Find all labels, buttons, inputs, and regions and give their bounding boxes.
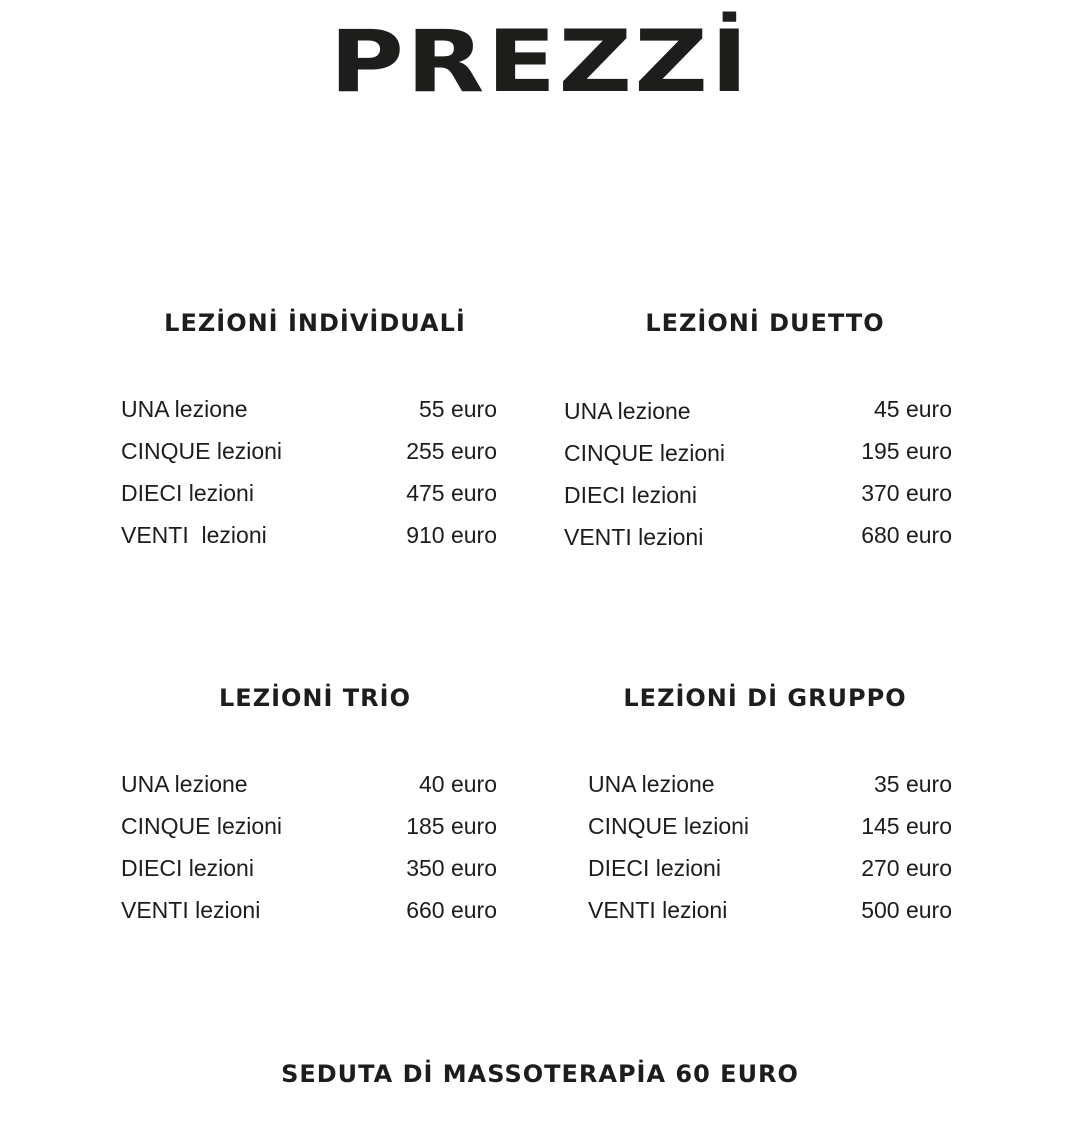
price-row bbox=[564, 432, 952, 474]
row-label: UNA lezione bbox=[564, 398, 691, 424]
row-price: 195 euro bbox=[861, 438, 952, 464]
section-heading-duetto: LEZİONİ DUETTO bbox=[645, 309, 885, 337]
row-price: 660 euro bbox=[406, 897, 497, 923]
row-label: UNA lezione bbox=[588, 771, 715, 797]
price-row bbox=[588, 805, 952, 847]
row-label: DIECI lezioni bbox=[121, 480, 254, 506]
price-row bbox=[121, 514, 497, 556]
row-price: 350 euro bbox=[406, 855, 497, 881]
price-row bbox=[121, 805, 497, 847]
section-heading-trio: LEZİONİ TRİO bbox=[219, 684, 411, 712]
row-label: CINQUE lezioni bbox=[564, 440, 726, 466]
price-list-duetto bbox=[564, 390, 952, 558]
row-label: CINQUE lezioni bbox=[121, 438, 283, 464]
price-row bbox=[121, 847, 497, 889]
price-row bbox=[588, 763, 952, 805]
price-row bbox=[121, 472, 497, 514]
row-price: 370 euro bbox=[861, 480, 952, 506]
price-row bbox=[564, 516, 952, 558]
row-price: 910 euro bbox=[406, 522, 497, 548]
row-label: DIECI lezioni bbox=[564, 482, 697, 508]
price-row bbox=[588, 847, 952, 889]
row-price: 185 euro bbox=[406, 813, 497, 839]
price-row bbox=[121, 388, 497, 430]
row-label: VENTI lezioni bbox=[564, 524, 704, 550]
row-price: 45 euro bbox=[873, 396, 952, 422]
price-row bbox=[121, 763, 497, 805]
row-price: 270 euro bbox=[861, 855, 952, 881]
row-label: UNA lezione bbox=[121, 771, 248, 797]
page-title: PREZZİ bbox=[329, 12, 751, 112]
row-price: 55 euro bbox=[418, 396, 497, 422]
row-label: CINQUE lezioni bbox=[588, 813, 750, 839]
price-row bbox=[588, 889, 952, 931]
row-label: VENTI lezioni bbox=[588, 897, 728, 923]
row-price: 40 euro bbox=[418, 771, 497, 797]
row-price: 255 euro bbox=[406, 438, 497, 464]
price-row bbox=[121, 430, 497, 472]
price-list-gruppo bbox=[588, 763, 952, 931]
row-price: 475 euro bbox=[406, 480, 497, 506]
row-label: DIECI lezioni bbox=[588, 855, 721, 881]
row-label: DIECI lezioni bbox=[121, 855, 254, 881]
row-label: VENTI lezioni bbox=[121, 522, 267, 548]
massage-price-note: SEDUTA Dİ MASSOTERAPİA 60 EURO bbox=[281, 1060, 799, 1088]
row-price: 500 euro bbox=[861, 897, 952, 923]
row-label: VENTI lezioni bbox=[121, 897, 261, 923]
row-price: 35 euro bbox=[873, 771, 952, 797]
row-label: UNA lezione bbox=[121, 396, 248, 422]
price-list-individuali bbox=[121, 388, 497, 556]
row-label: CINQUE lezioni bbox=[121, 813, 283, 839]
section-heading-individuali: LEZİONİ İNDİVİDUALİ bbox=[164, 309, 466, 337]
row-price: 145 euro bbox=[861, 813, 952, 839]
price-list-trio bbox=[121, 763, 497, 931]
row-price: 680 euro bbox=[861, 522, 952, 548]
price-row bbox=[564, 474, 952, 516]
section-heading-gruppo: LEZİONİ Dİ GRUPPO bbox=[623, 684, 907, 712]
price-row bbox=[564, 390, 952, 432]
price-row bbox=[121, 889, 497, 931]
